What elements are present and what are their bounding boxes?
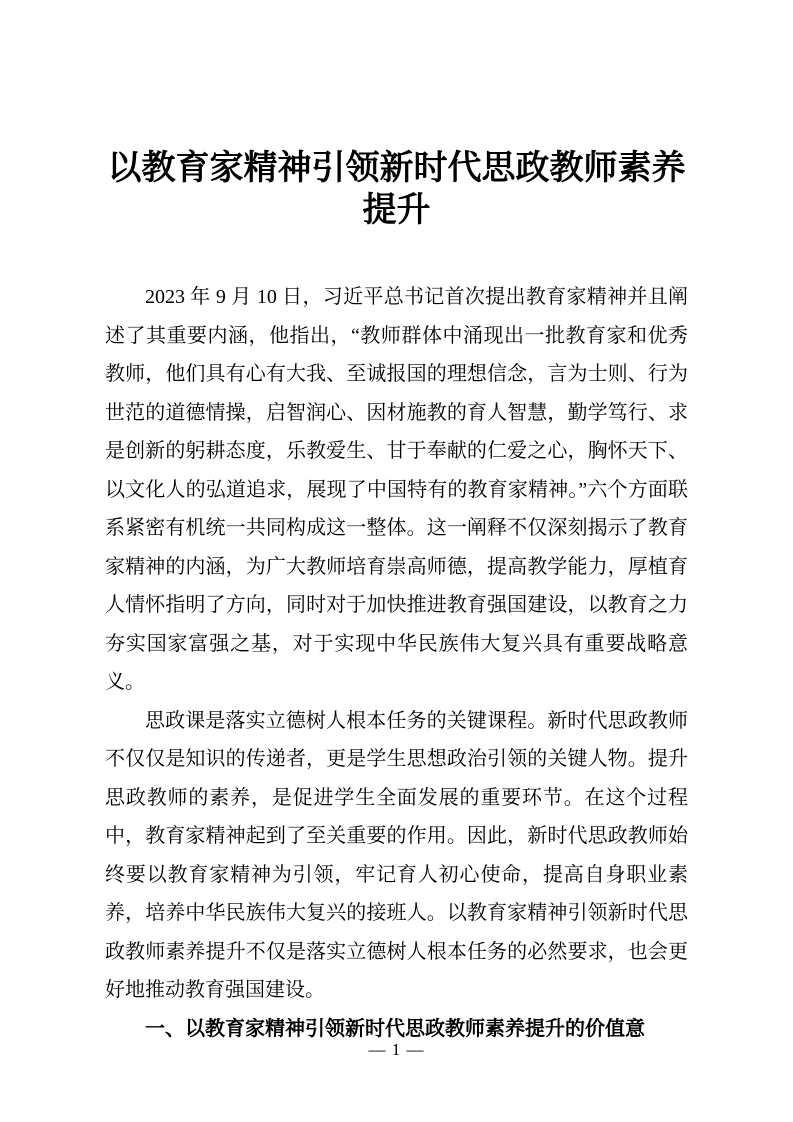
document-body (105, 278, 688, 1048)
paragraph-1: 2023 年 9 月 10 日，习近平总书记首次提出教育家精神并且阐述了其重要内涵，他指出，“教师群体中涌现出一批教育家和优秀教师，他们具有心有大我、至诚报国的理想信念，言为士则、行为世范的道德情操，启智润心、因材施教的育人智慧，勤学笃行、求是创新的躬耕态度，乐教爱生、甘于奉献的仁爱之心，胸怀天下、以文化人的弘道追求，展现了中国特有的教育家精神。”六个方面联系紧密有机统一共同构成这一整体。这一阐释不仅深刻揭示了教育家精神的内涵，为广大教师培育崇高师德，提高教学能力，厚植育人情怀指明了方向，同时对于加快推进教育强国建设，以教育之力夯实国家富强之基，对于实现中华民族伟大复兴具有重要战略意义。 (105, 286, 688, 693)
section-heading: 一、以教育家精神引领新时代思政教师素养提升的价值意 (145, 1017, 645, 1040)
document-title: 以教育家精神引领新时代思政教师素养提升 (107, 150, 686, 229)
page-number: — 1 — (368, 1040, 425, 1059)
paragraph-2: 思政课是落实立德树人根本任务的关键课程。新时代思政教师不仅仅是知识的传递者，更是学生思想政治引领的关键人物。提升思政教师的素养，是促进学生全面发展的重要环节。在这个过程中，教育家精神起到了至关重要的作用。因此，新时代思政教师始终要以教育家精神为引领，牢记育人初心使命，提高自身职业素养，培养中华民族伟大复兴的接班人。以教育家精神引领新时代思政教师素养提升不仅是落实立德树人根本任务的必然要求，也会更好地推动教育强国建设。 (105, 709, 688, 1001)
